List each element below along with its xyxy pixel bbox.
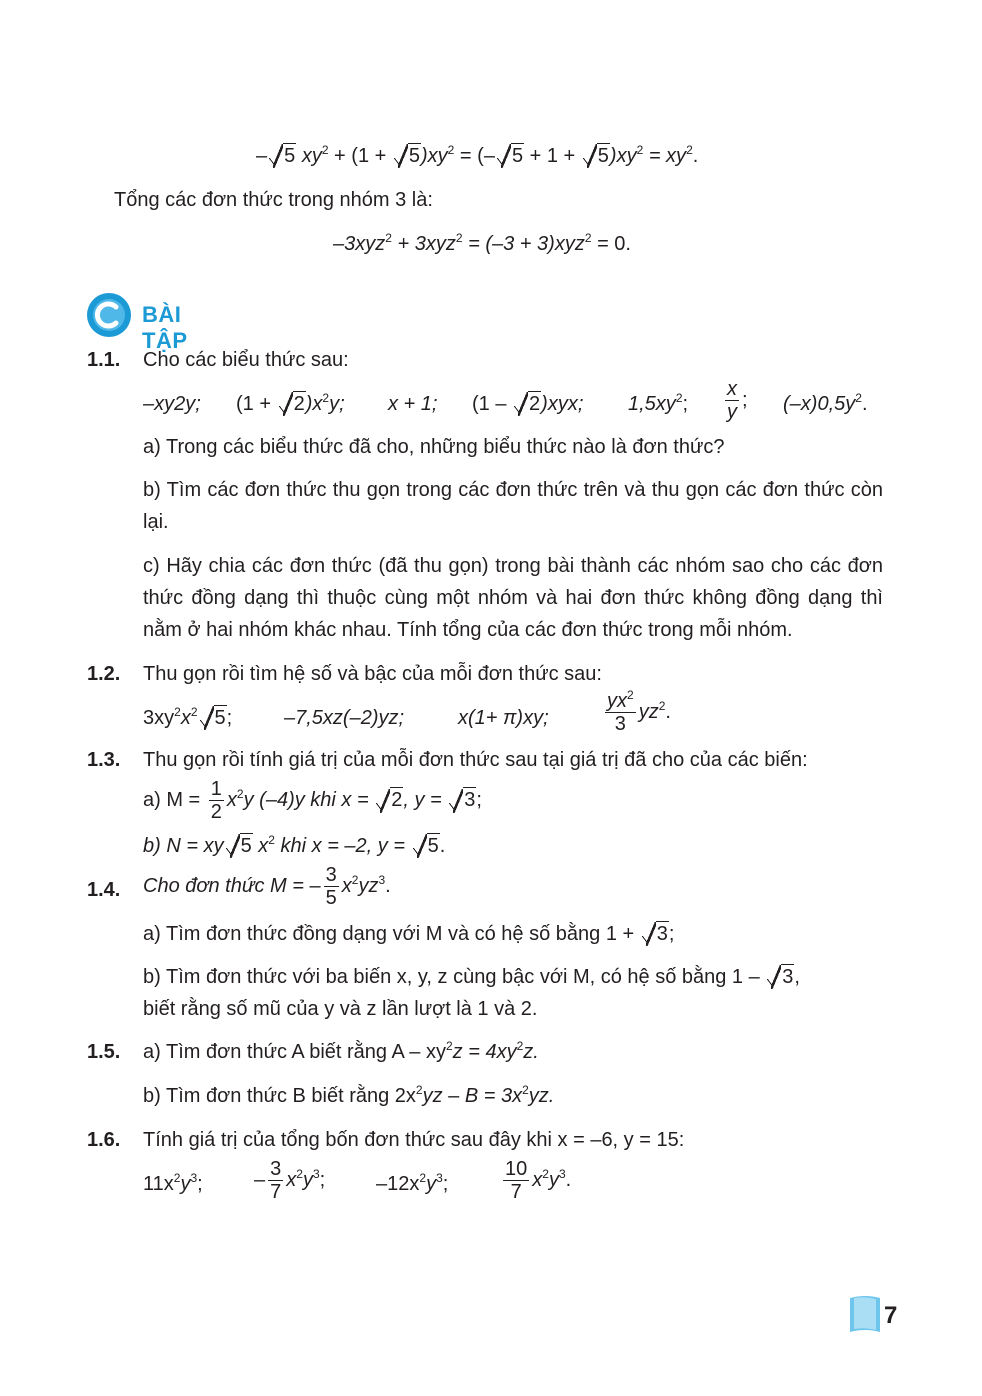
exercise-number: 1.5. [87,1041,121,1063]
exercise-number: 1.6. [87,1129,121,1151]
fraction: $\frac{10}{7}$ [505,1158,528,1203]
exercise-intro: Thu gọn rồi tìm hệ số và bậc của mỗi đơn thức sau: [143,663,602,685]
expression: x + 1; [388,393,438,415]
exercise-intro: Cho đơn thức M = – $\frac{3}{5}$ $x^2yz^3$. [143,864,391,909]
question-a: a) Tìm đơn thức A biết rằng $A - xy^2z = 4xy^2z$. [143,1039,539,1063]
expression-fraction: $\frac{x}{y}$ ; [727,378,748,423]
sqrt-symbol: 3 [449,787,476,812]
question-b: b) N = xy 5 $x^2$ khi x = –2, y = 5. [143,832,445,860]
monomial-fraction: – $\frac{3}{7}$ $x^2y^3$; [254,1158,326,1203]
expression: $(1 + 2)x^2y$; [236,390,345,418]
sqrt-symbol: 5 [394,142,421,170]
monomial: –7,5xz(–2)yz; [284,707,405,729]
question-a: a) Trong các biểu thức đã cho, những biểu thức nào là đơn thức? [143,436,725,458]
page-number: 7 [884,1302,898,1329]
fraction: $\frac{yx^2}{3}$ [607,688,634,735]
expression: (1 – 2)xyx; [472,390,583,418]
monomial: $11x^2y^3$; [143,1171,203,1195]
eq-text: – [256,145,268,167]
fraction: $\frac{x}{y}$ [727,378,737,423]
sqrt-symbol: 2 [514,390,541,418]
monomial: $-12x^2y^3$; [376,1171,449,1195]
sqrt-symbol: 5 [413,832,440,860]
sqrt-symbol: 5 [497,142,524,170]
fraction: $\frac{3}{5}$ [325,864,337,909]
exercise-intro: Thu gọn rồi tính giá trị của mỗi đơn thức sau tại giá trị đã cho của các biến: [143,749,808,771]
sqrt-symbol: 2 [376,787,403,812]
page-tab-icon [848,1294,882,1336]
question-a: a) Tìm đơn thức đồng dạng với M và có hệ số bằng 1 + 3; [143,920,674,948]
sqrt-symbol: 5 [200,704,227,732]
equation-sum-group2: – 5 $xy^2 + (1 + 5)xy^2$ = (– $5 + 1 + 5)xy^2 = xy^2$. [256,142,698,170]
question-b: b) Tìm đơn thức B biết rằng $2x^2yz - B = 3x^2yz$. [143,1083,555,1107]
exercise-intro: Tính giá trị của tổng bốn đơn thức sau đây khi x = –6, y = 15: [143,1129,685,1151]
exercise-number: 1.4. [87,879,121,901]
exercise-number: 1.1. [87,349,121,371]
expression-list: –xy2y; [143,393,201,415]
group3-text: Tổng các đơn thức trong nhóm 3 là: [114,189,433,211]
fraction: $\frac{1}{2}$ [210,778,222,823]
fraction: $\frac{3}{7}$ [270,1158,282,1203]
sqrt-symbol: 2 [279,390,306,418]
exercise-number: 1.3. [87,749,121,771]
sqrt-symbol: 3 [642,920,669,948]
monomial-fraction: $\frac{yx^2}{3}$ $yz^2$. [607,688,671,735]
question-c: c) Hãy chia các đơn thức (đã thu gọn) trong bài thành các nhóm sao cho các đơn thức đồng dạng thì thuộc cùng một nhóm và hai đơn thức không đồng dạng thì nằm ở hai nhóm khác nhau. Tính tổng của các đơn thức trong mỗi nhóm. [143,555,883,641]
sqrt-symbol: 5 [269,142,296,170]
expression: $1,5xy^2$; [628,391,689,415]
monomial-fraction: $\frac{10}{7}$ $x^2y^3$. [505,1158,572,1203]
sqrt-symbol: 5 [583,142,610,170]
monomial: $3xy^2x^2$ 5; [143,704,232,732]
sqrt-symbol: 5 [226,832,253,860]
equation-sum-group3: –3xyz$^2$ + 3xyz$^2$ = (–3 + 3)xyz$^2$ = 0. [333,231,631,255]
question-a: a) M = $\frac{1}{2}$ $x^2y$ (–4)y khi x = 2, y = 3; [143,778,482,823]
sqrt-symbol: 3 [767,963,794,991]
section-title: BÀI TẬP [142,302,188,353]
question-b: b) Tìm đơn thức với ba biến x, y, z cùng bậc với M, có hệ số bằng 1 – 3, [143,963,800,991]
question-b-continued: biết rằng số mũ của y và z lần lượt là 1 và 2. [143,998,538,1020]
expression: $(-x)0,5y^2$. [783,391,868,415]
exercise-intro: Cho các biểu thức sau: [143,349,349,371]
exercise-number: 1.2. [87,663,121,685]
question-b: b) Tìm các đơn thức thu gọn trong các đơn thức trên và thu gọn các đơn thức còn lại. [143,479,883,533]
exercise-badge-icon [86,292,132,338]
monomial: x(1+ π)xy; [458,707,549,729]
